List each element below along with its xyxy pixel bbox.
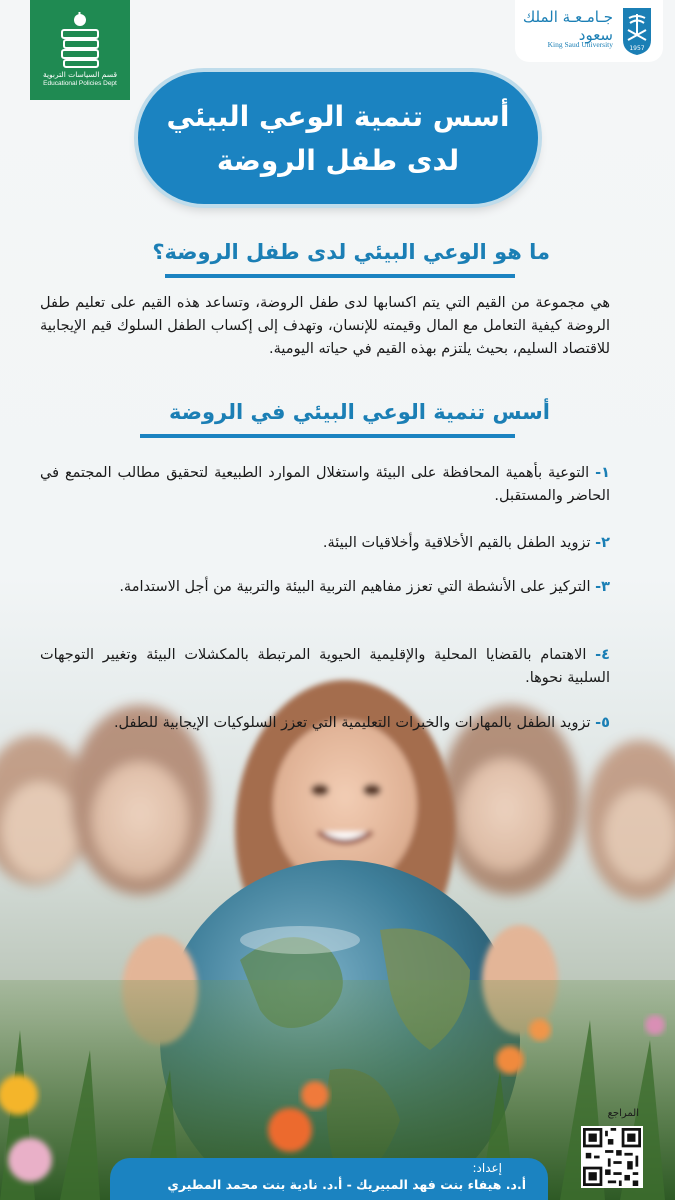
point-3: [40, 576, 610, 599]
point-number: ٤-: [595, 647, 610, 663]
point-number: ٢-: [595, 535, 610, 551]
point-number: ٣-: [595, 579, 610, 595]
university-name-en: King Saud University: [547, 40, 613, 49]
point-1: [40, 462, 610, 508]
point-text: التركيز على الأنشطة التي تعزز مفاهيم التربية البيئة والتربية من أجل الاستدامة.: [119, 579, 591, 595]
section2-heading: أسس تنمية الوعي البيئي في الروضة: [168, 400, 550, 424]
point-number: ١-: [595, 465, 611, 481]
section1-body: هي مجموعة من القيم التي يتم اكسابها لدى طفل الروضة، وتساعد هذه القيم على تعليم طفل الروضة كيفية التعامل مع المال وقيمته للإنسان، وتهدف إلى إكساب الطفل السلوك قيم الإيجابية للاقتصاد السليم، بحيث يلتزم بهذه القيم في حياته اليومية.: [40, 295, 610, 357]
authors: أ.د. هيفاء بنت فهد المبيريك - أ.د. نادية بنت محمد المطيري: [167, 1177, 526, 1192]
references-block: [581, 1108, 641, 1196]
title-line-1: أسس تنمية الوعي البيئي: [166, 100, 510, 133]
title-banner: [138, 72, 538, 204]
section1-heading: ما هو الوعي البيئي لدى طفل الروضة؟: [152, 240, 550, 264]
university-name-ar: جـامـعـة الملك سعود: [522, 8, 613, 44]
point-5: [40, 712, 610, 735]
point-text: التوعية بأهمية المحافظة على البيئة واستغلال الموارد الطبيعية لتحقيق مطالب المجتمع في الحاضر والمستقبل.: [40, 465, 610, 504]
title-line-2: لدى طفل الروضة: [216, 144, 460, 177]
palm-swords-emblem-icon: [619, 6, 655, 56]
books-apple-icon: [60, 12, 100, 68]
references-label: المراجع: [607, 1108, 639, 1119]
point-2: [40, 532, 610, 555]
founding-year: 1957: [629, 45, 645, 52]
point-text: تزويد الطفل بالقيم الأخلاقية وأخلاقيات البيئة.: [322, 535, 591, 551]
section1-underline: [165, 274, 515, 278]
educational-policies-dept-logo: [30, 0, 130, 100]
credits-banner: [110, 1158, 548, 1200]
point-number: ٥-: [595, 715, 610, 731]
king-saud-university-logo: [515, 0, 663, 62]
point-text: تزويد الطفل بالمهارات والخبرات التعليمية التي تعزز السلوكيات الإيجابية للطفل.: [113, 715, 591, 731]
children-globe-photo: [0, 600, 675, 1200]
point-4: [40, 644, 610, 690]
section2-underline: [140, 434, 515, 438]
qr-code-icon[interactable]: [581, 1126, 643, 1188]
dept-name-ar: قسم السياسات التربوية: [42, 70, 118, 79]
dept-name-en: Educational Policies Dept: [43, 80, 117, 87]
point-text: الاهتمام بالقضايا المحلية والإقليمية الحيوية المرتبطة بالمكشلات البيئة وتغيير التوجهات السلبية نحوها.: [40, 647, 610, 686]
prepared-by-label: إعداد:: [472, 1161, 502, 1175]
